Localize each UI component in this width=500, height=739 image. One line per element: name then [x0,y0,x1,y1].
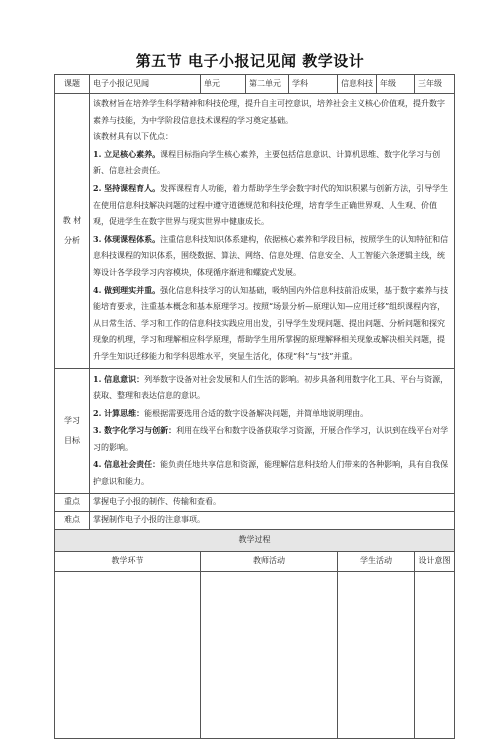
column-teacher-activity: 教师活动 [201,551,338,571]
key-point-value: 掌握电子小报的制作、传输和查看。 [90,493,455,511]
process-header: 教学过程 [55,529,455,551]
analysis-point: 4. 做到理实并重。强化信息科技学习的认知基础，吸纳国内外信息科技前沿成果，基于数字素养与技能培育要求，注重基本概念和基本原理学习。按照“场景分析—原理认知—应用迁移”组织课程内容，从日常生活、学习和工作的信息科技实践应用出发，引导学生发现问题、提出问题、分析问题和探究现象的机理，学习和理解相应科学原理，帮助学生用所掌握的原理解释相关现象或解决相关问题，提升学生知识迁移能力和学科思维水平，突显生活化，体现“科”与“技”并重。 [93,284,449,361]
student-activity-cell [338,571,415,738]
analysis-label: 教 材 分析 [55,94,90,369]
topic-label: 课题 [55,75,90,94]
goals-row [55,368,455,493]
analysis-point: 1. 立足核心素养。课程目标指向学生核心素养，主要包括信息意识、计算机思维、数字化学习与创新、信息社会责任。 [93,148,441,176]
goal-item: 1. 信息意识：列举数字设备对社会发展和人们生活的影响。初步具备利用数字化工具、平台与资源，获取、整理和表达信息的意识。 [93,373,449,401]
analysis-intro: 该教材旨在培养学生科学精神和科技伦理，提升自主可控意识，培养社会主义核心价值观，提升数字素养与技能，为中学阶段信息技术课程的学习奠定基础。 [93,99,445,125]
difficulty-row [55,511,455,529]
document-title: 第五节 电子小报记见闻 教学设计 [135,52,365,70]
info-row [55,75,455,94]
key-point-label: 重点 [55,493,90,511]
column-student-activity: 学生活动 [338,551,415,571]
topic-value: 电子小报记见闻 [90,75,201,94]
column-design-intent: 设计意图 [415,551,455,571]
goal-item: 4. 信息社会责任：能负责任地共享信息和资源，能理解信息科技给人们带来的各种影响，具有自我保护意识和能力。 [93,459,449,487]
column-teaching-stage: 教学环节 [55,551,201,571]
process-body-row [55,571,455,738]
goals-label: 学习 目标 [55,368,90,493]
subject-value: 信息科技 [338,75,377,94]
analysis-row [55,94,455,369]
lesson-plan-table [54,74,455,739]
grade-value: 三年级 [415,75,455,94]
design-intent-cell [415,571,455,738]
process-header-row [55,529,455,551]
analysis-point: 2. 坚持课程育人。发挥课程育人功能，着力帮助学生学会数字时代的知识积累与创新方法，引导学生在使用信息科技解决问题的过程中遵守道德规范和科技伦理，培育学生正确世界观、人生观、价值观，促进学生在数字世界与现实世界中健康成长。 [93,182,449,227]
process-columns-row [55,551,455,571]
unit-value: 第二单元 [246,75,289,94]
unit-label: 单元 [201,75,246,94]
stage-cell [55,571,201,738]
difficulty-label: 难点 [55,511,90,529]
key-point-row [55,493,455,511]
subject-label: 学科 [289,75,338,94]
analysis-intro-2: 该教材具有以下优点： [93,132,173,142]
difficulty-value: 掌握制作电子小报的注意事项。 [90,511,455,529]
goals-content [90,368,455,493]
analysis-content [90,94,455,369]
goal-item: 3. 数字化学习与创新：利用在线平台和数字设备获取学习资源，开展合作学习，认识到在线平台对学习的影响。 [93,425,449,452]
grade-label: 年级 [377,75,415,94]
teacher-activity-cell [201,571,338,738]
analysis-point: 3. 体现课程体系。注重信息科技知识体系建构，依据核心素养和学段目标，按照学生的认知特征和信息科技课程的知识体系，围绕数据、算法、网络、信息处理、信息安全、人工智能六条逻辑主线，统筹设计各学段学习内容模块，体现循序渐进和螺旋式发展。 [93,233,449,277]
goal-item: 2. 计算思维：能根据需要选用合适的数字设备解决问题，并简单地说明理由。 [93,407,369,418]
